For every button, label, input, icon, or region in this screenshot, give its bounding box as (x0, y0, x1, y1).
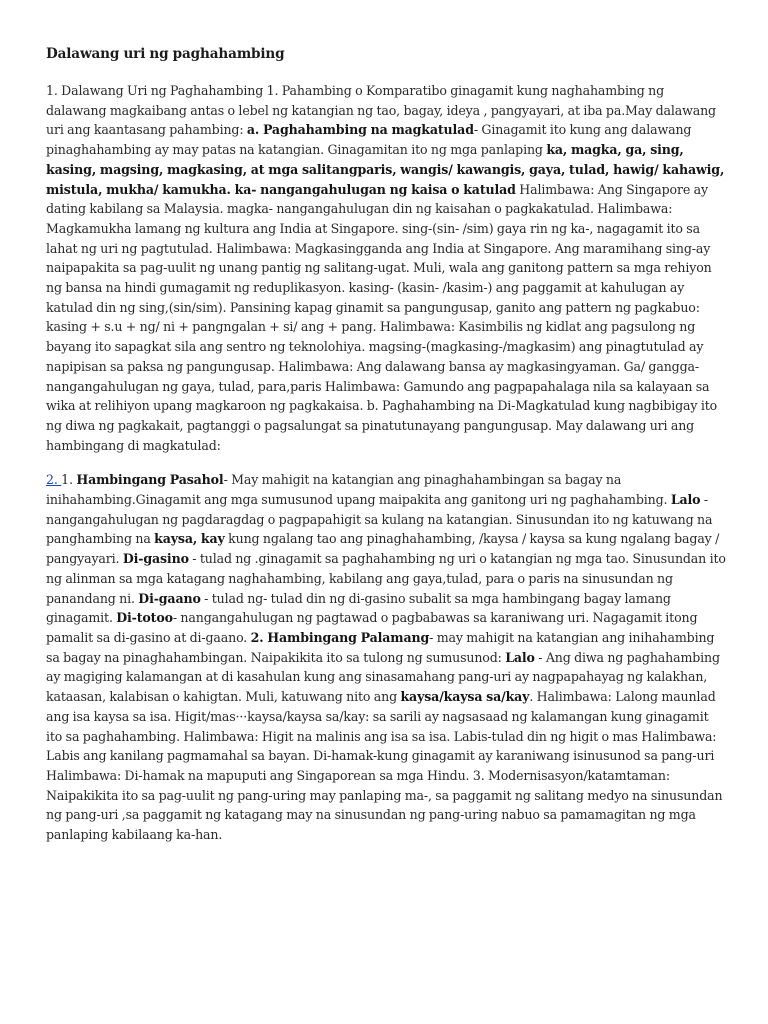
text-span: - nangangahulugan ng pagtawad o pagbabawas sa karaniwang uri. Nagagamit itong pamalit sa di-gasino at di-gaano. (46, 610, 698, 645)
document-page (46, 44, 726, 860)
text-span: - Ang diwa ng paghahambing ay magiging kalamangan at di kasahulan kung ang sinasamahang pang-uri ay nagpapahayag ng kalakhan, kataasan, kalabisan o kahigtan. Muli, katuwang nito ang (46, 649, 720, 705)
bold-term: Hambingang Pasahol (76, 472, 224, 488)
text-span: - tulad ng- tulad din ng di-gasino subalit sa mga hambingang bagay lamang ginagamit. (46, 590, 671, 626)
bold-term: a. Paghahambing na magkatulad (246, 122, 474, 138)
bold-term: Di-gasino (122, 551, 189, 567)
bold-term: kaysa, kay (154, 531, 225, 547)
text-span: - Ginagamit ito kung ang dalawang pinaghahambing ay may patas na katangian. Ginagamitan ito ng mga panlaping (46, 122, 692, 158)
text-span: Halimbawa: Ang Singapore ay dating kabilang sa Malaysia. magka- nangangahulugan din ng kaisahan o pagkakatulad. Halimbawa: Magkamukha lamang ng kultura ang India at Singapore. sing-(sin- /sim) gaya rin ng ka-, nagagamit ito sa lahat ng uri ng pagtutulad. Halimbawa: Magkasingganda ang India at Singapore. Ang maramihang sing-ay naipapakita sa pag-uulit ng unang pantig ng salitang-ugat. Muli, wala ang ganitong pattern sa mga rehiyon ng bansa na hindi gumagamit ng reduplikasyon. kasing- (kasin- /kasim-) ang paggamit at kahulugan ay katulad din ng sing,(sin/sim). Pansining kapag ginamit sa pangungusap, ganito ang pattern ng pagkabuo: kasing + s.u + ng/ ni + pangngalan + si/ ang + pang. Halimbawa: Kasimbilis ng kidlat ang pagsulong ng bayang ito sapagkat sila ang sentro ng teknolohiya. magsing-(magkasing-/magkasim) ang pinagtutulad ay napipisan sa paksa ng pangungusap. Halimbawa: Ang dalawang bansa ay magkasingyaman. Ga/ gangga- nangangahulugan ng gaya, tulad, para,paris Halimbawa: Gamundo ang pagpapahalaga nila sa kalayaan sa wika at relihiyon upang magkaroon ng pagkakaisa. b. Paghahambing na Di-Magkatulad kung nagbibigay ito ng diwa ng pagkakait, pagtanggi o pagsalungat sa pinatutunayang pangungusap. May dalawang uri ang hambingang di magkatulad: (46, 181, 718, 453)
paragraph-hambingan-di-magkatulad (46, 470, 726, 844)
paragraph-uri-ng-paghahambing (46, 81, 726, 455)
text-span: - may mahigit na katangian ang inihahambing sa bagay na pinaghahambingan. Naipakikita ito sa tulong ng sumusunod: (46, 629, 715, 665)
bold-term: Lalo (670, 492, 701, 508)
footnote-link[interactable]: 2. (46, 472, 62, 488)
text-span: 1. (61, 472, 77, 488)
bold-term: Lalo (505, 649, 535, 665)
bold-term: ka, magka, ga, sing, kasing, magsing, magkasing, at mga salitangparis, wangis/ kawangis, gaya, tulad, hawig/ kahawig, mistula, mukha/ kamukha. ka- nangangahulugan ng kaisa o katulad (46, 142, 725, 197)
bold-term: kaysa/kaysa sa/kay (400, 689, 530, 705)
text-span: . Halimbawa: Lalong maunlad ang isa kaysa sa isa. Higit/mas···kaysa/kaysa sa/kay: sa sarili ay nagsasaad ng kalamangan kung ginagamit ito sa paghahambing. Halimbawa: Higit na malinis ang isa sa isa. Labis-tulad din ng higit o mas Halimbawa: Labis ang kanilang pagmamahal sa bayan. Di-hamak-kung ginagamit ay karaniwang isinusunod sa pang-uri Halimbawa: Di-hamak na mapuputi ang Singaporean sa mga Hindu. 3. Modernisasyon/katamtaman: Naipakikita ito sa pag-uulit ng pang-uring may panlaping ma-, sa paggamit ng salitang medyo na sinusundan ng pang-uri ,sa paggamit ng katagang may na sinusundan ng pang-uring nabuo sa pamamagitan ng mga panlaping kabilaang ka-han. (46, 689, 723, 843)
bold-term: Di-totoo (116, 610, 173, 626)
text-span: - tulad ng .ginagamit sa paghahambing ng uri o katangian ng mga tao. Sinusundan ito ng alinman sa mga katagang naghahambing, kabilang ang gaya,tulad, para o paris na sinusundan ng panandang ni. (46, 551, 726, 606)
text-span: kung ngalang tao ang pinaghahambing, /kaysa / kaysa sa kung ngalang bagay / pangyayari. (46, 531, 720, 567)
text-span: - nangangahulugan ng pagdaragdag o pagpapahigit sa kulang na katangian. Sinusundan ito ng katuwang na panghambing na (46, 492, 713, 547)
bold-term: Di-gaano (138, 590, 201, 606)
bold-term: 2. Hambingang Palamang (250, 629, 430, 645)
document-title: Dalawang uri ng paghahambing (46, 46, 285, 62)
text-span: 1. Dalawang Uri ng Paghahambing 1. Pahambing o Komparatibo ginagamit kung naghahambing ng dalawang magkaibang antas o lebel ng katangian ng tao, bagay, ideya , pangyayari, at iba pa.May dalawang uri ang kaantasang pahambing: (46, 83, 716, 138)
text-span: - May mahigit na katangian ang pinaghahambingan sa bagay na inihahambing.Ginagamit ang mga sumusunod upang maipakita ang ganitong uri ng paghahambing. (46, 472, 671, 508)
